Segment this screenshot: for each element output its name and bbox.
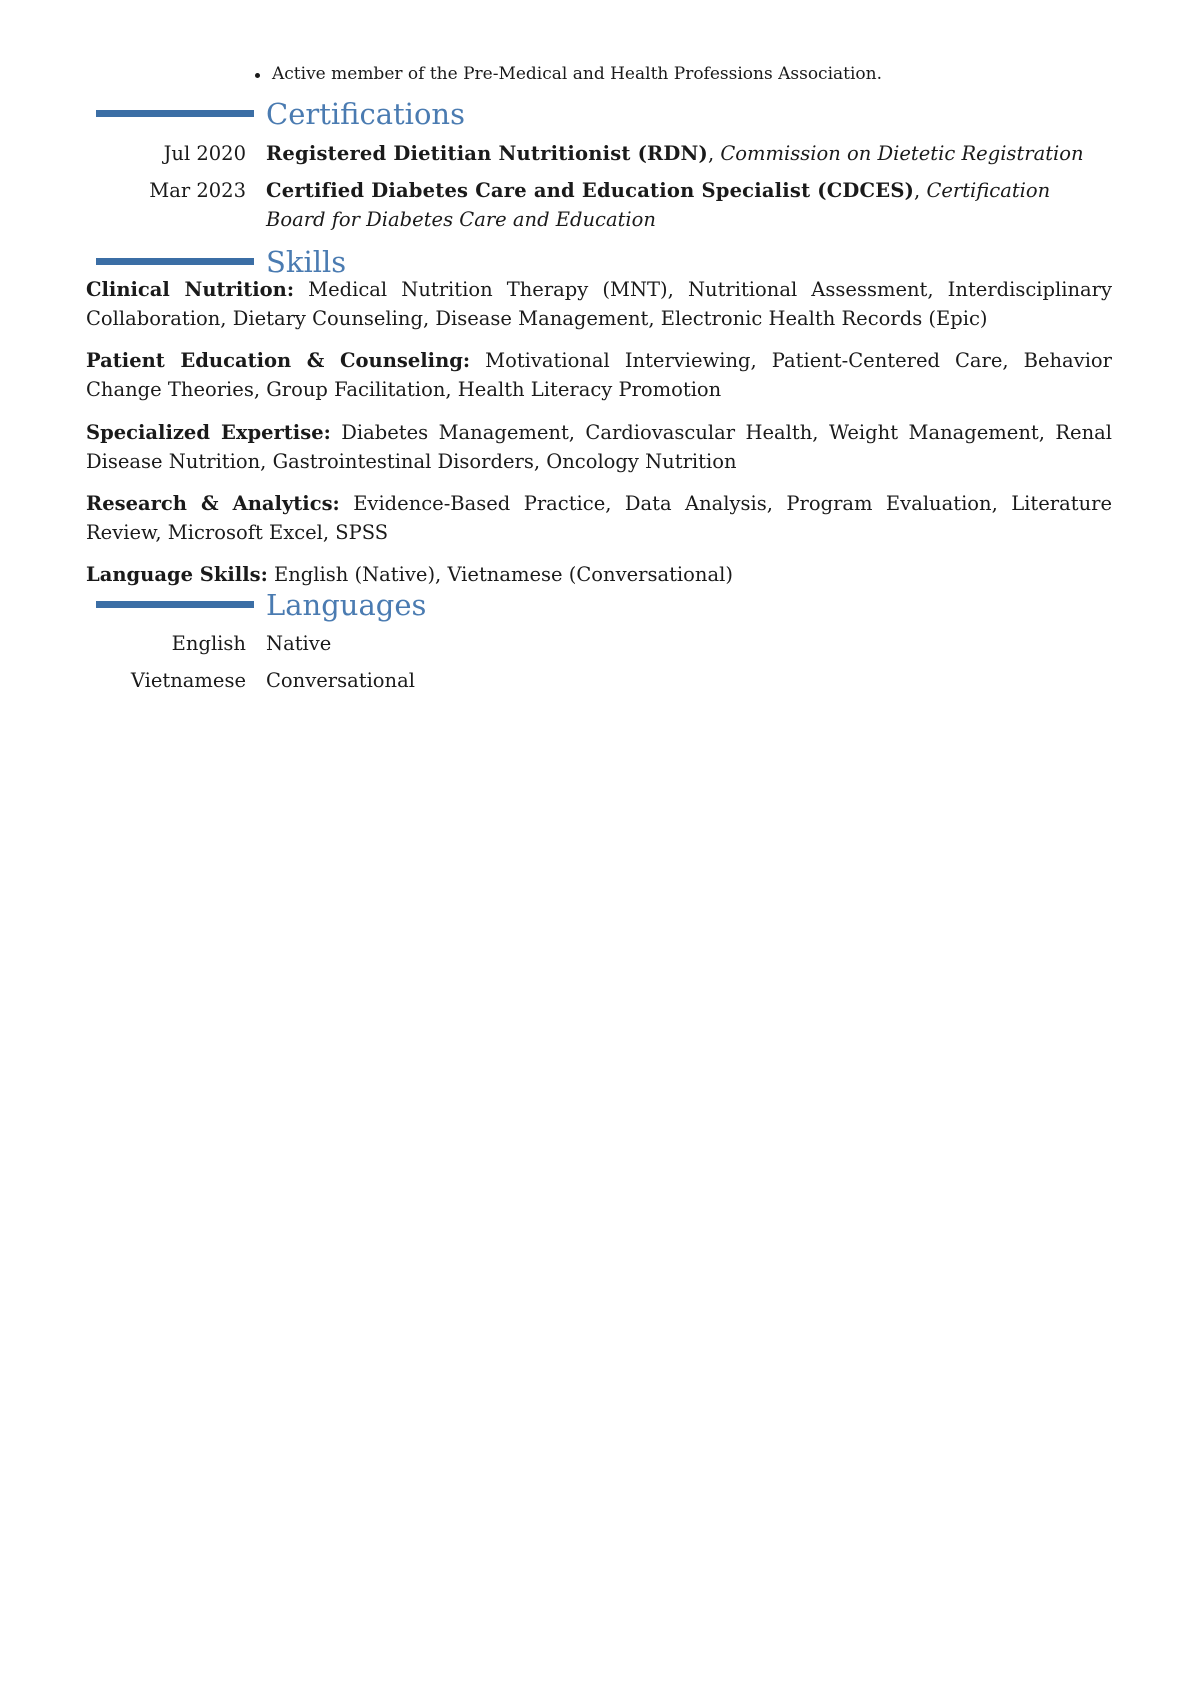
skill-label: Specialized Expertise: bbox=[86, 421, 331, 444]
language-level: Conversational bbox=[266, 669, 415, 692]
section-title: Certifications bbox=[266, 97, 465, 131]
skill-label: Patient Education & Counseling: bbox=[86, 349, 471, 372]
list-item bbox=[272, 62, 882, 86]
skill-text: Diabetes Management, Cardiovascular Health, Weight Management, Renal Disease Nutrition, Gastrointestinal Disorders, Oncology Nutrition bbox=[86, 421, 1112, 473]
skill-text: Evidence-Based Practice, Data Analysis, Program Evaluation, Literature Review, Microsoft Excel, SPSS bbox=[86, 492, 1112, 544]
skill-paragraph bbox=[86, 489, 1112, 547]
certification-content bbox=[266, 176, 1106, 234]
certification-title: Registered Dietitian Nutritionist (RDN) bbox=[266, 142, 708, 165]
certification-date: Mar 2023 bbox=[149, 179, 246, 202]
language-level: Native bbox=[266, 632, 332, 655]
section-title: Languages bbox=[266, 588, 427, 622]
certification-separator: , bbox=[914, 179, 927, 202]
section-heading-languages bbox=[0, 587, 1190, 623]
language-name: Vietnamese bbox=[130, 669, 246, 692]
skill-label: Language Skills: bbox=[86, 563, 268, 586]
certification-issuer: Certification Board for Diabetes Care and Education bbox=[266, 179, 1051, 231]
certification-title: Certified Diabetes Care and Education Specialist (CDCES) bbox=[266, 179, 915, 202]
skill-paragraph bbox=[86, 346, 1112, 404]
certification-issuer: Commission on Dietetic Registration bbox=[720, 142, 1084, 165]
section-rule bbox=[96, 258, 254, 265]
language-name: English bbox=[171, 632, 246, 655]
bullet-text: Active member of the Pre-Medical and Health Professions Association. bbox=[272, 64, 883, 84]
section-title: Skills bbox=[266, 245, 347, 279]
certification-date: Jul 2020 bbox=[163, 142, 246, 165]
skill-paragraph bbox=[86, 560, 1112, 589]
certification-content bbox=[266, 139, 1106, 168]
skill-label: Research & Analytics: bbox=[86, 492, 340, 515]
skill-label: Clinical Nutrition: bbox=[86, 278, 295, 301]
certification-separator: , bbox=[707, 142, 721, 165]
section-heading-certifications bbox=[0, 96, 1190, 132]
section-rule bbox=[96, 110, 254, 117]
bullet-icon bbox=[255, 73, 260, 78]
skill-text: Motivational Interviewing, Patient-Centered Care, Behavior Change Theories, Group Facilitation, Health Literacy Promotion bbox=[86, 349, 1112, 401]
skill-paragraph bbox=[86, 275, 1112, 333]
skill-text: Medical Nutrition Therapy (MNT), Nutritional Assessment, Interdisciplinary Collaboration, Dietary Counseling, Disease Management, Electronic Health Records (Epic) bbox=[86, 278, 1113, 330]
skill-text: English (Native), Vietnamese (Conversational) bbox=[274, 563, 733, 586]
skill-paragraph bbox=[86, 418, 1112, 476]
section-rule bbox=[96, 601, 254, 608]
